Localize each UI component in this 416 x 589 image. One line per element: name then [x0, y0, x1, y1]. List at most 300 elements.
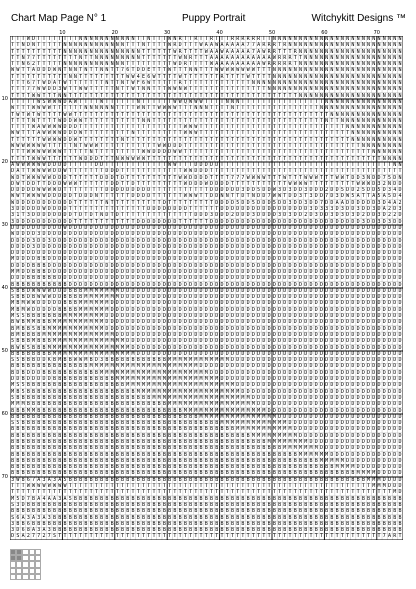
grid-cell: N — [361, 80, 365, 87]
grid-cell: D — [278, 250, 282, 257]
grid-cell: N — [288, 67, 292, 74]
grid-cell: D — [136, 243, 140, 250]
grid-cell: D — [210, 313, 214, 320]
grid-cell: N — [335, 98, 339, 105]
grid-cell: D — [304, 420, 308, 427]
grid-cell: D — [89, 275, 93, 282]
grid-cell: T — [110, 155, 114, 162]
grid-cell: D — [204, 306, 208, 313]
grid-cell: D — [340, 275, 344, 282]
grid-cell: F — [136, 80, 140, 87]
grid-cell: D — [47, 86, 51, 93]
grid-cell: D — [351, 206, 355, 213]
grid-cell: N — [220, 193, 224, 200]
grid-cell: D — [225, 325, 229, 332]
grid-cell: A — [356, 193, 360, 200]
grid-cell: B — [52, 394, 56, 401]
grid-cell: D — [340, 250, 344, 257]
grid-cell: T — [147, 180, 151, 187]
grid-cell: B — [79, 420, 83, 427]
grid-cell: N — [372, 92, 376, 99]
grid-cell: B — [42, 413, 46, 420]
grid-cell: B — [115, 357, 119, 364]
grid-cell: D — [367, 407, 371, 414]
grid-cell: D — [330, 281, 334, 288]
grid-cell: B — [194, 439, 198, 445]
grid-cell: B — [121, 432, 125, 439]
grid-cell: D — [272, 394, 276, 401]
grid-cell: T — [183, 117, 187, 124]
grid-cell: T — [147, 111, 151, 118]
grid-cell: T — [47, 73, 51, 80]
grid-cell: N — [131, 130, 135, 137]
grid-cell: N — [299, 61, 303, 68]
grid-cell: D — [199, 243, 203, 250]
grid-cell: M — [131, 350, 135, 357]
grid-cell: N — [382, 130, 386, 137]
grid-cell: T — [251, 73, 255, 80]
grid-cell: T — [178, 92, 182, 99]
grid-cell: D — [293, 376, 297, 383]
grid-cell: M — [194, 394, 198, 401]
grid-cell: B — [37, 344, 41, 351]
grid-cell: N — [314, 86, 318, 93]
grid-cell: D — [162, 319, 166, 326]
grid-cell: B — [121, 426, 125, 433]
grid-cell: D — [330, 363, 334, 370]
grid-cell: W — [26, 300, 30, 307]
grid-cell: N — [340, 73, 344, 80]
grid-cell: N — [314, 73, 318, 80]
grid-cell: D — [299, 262, 303, 269]
grid-cell: D — [367, 338, 371, 345]
grid-cell: M — [126, 376, 130, 383]
grid-cell: D — [372, 224, 376, 231]
page-label: Chart Map Page N° 1 — [11, 13, 107, 24]
grid-cell: A — [37, 124, 41, 131]
grid-cell: M — [94, 363, 98, 370]
grid-cell: N — [121, 80, 125, 87]
grid-cell: D — [147, 306, 151, 313]
grid-cell: T — [299, 98, 303, 105]
grid-cell: D — [293, 338, 297, 345]
grid-cell: 3 — [335, 193, 339, 200]
grid-cell: N — [372, 73, 376, 80]
grid-cell: D — [105, 187, 109, 194]
grid-cell: D — [393, 268, 397, 275]
grid-cell: M — [79, 319, 83, 326]
grid-cell: N — [398, 130, 402, 137]
grid-cell: D — [398, 439, 402, 445]
row-number: 10 — [1, 96, 8, 102]
grid-cell: B — [52, 439, 56, 445]
grid-cell: B — [37, 275, 41, 282]
grid-cell: T — [356, 161, 360, 168]
grid-cell: W — [147, 80, 151, 87]
grid-cell: T — [100, 117, 104, 124]
grid-cell: N — [361, 98, 365, 105]
grid-cell: T — [131, 212, 135, 219]
grid-cell: T — [68, 86, 72, 93]
grid-cell: D — [319, 243, 323, 250]
grid-cell: B — [26, 363, 30, 370]
grid-cell: B — [52, 363, 56, 370]
grid-cell: D — [58, 243, 62, 250]
grid-cell: T — [58, 61, 62, 68]
grid-cell: T — [246, 136, 250, 143]
grid-cell: B — [37, 331, 41, 338]
grid-cell: B — [42, 319, 46, 326]
grid-cell: D — [220, 212, 224, 219]
grid-cell: B — [257, 439, 261, 445]
grid-cell: T — [157, 161, 161, 168]
grid-cell: E — [147, 67, 151, 74]
grid-cell: D — [267, 313, 271, 320]
grid-cell: T — [293, 130, 297, 137]
grid-cell: B — [32, 432, 36, 439]
grid-cell: N — [361, 130, 365, 137]
grid-cell: D — [115, 212, 119, 219]
grid-cell: D — [199, 262, 203, 269]
grid-cell: D — [335, 426, 339, 433]
grid-cell: B — [110, 445, 114, 452]
grid-cell: T — [194, 136, 198, 143]
grid-cell: T — [246, 168, 250, 175]
grid-cell: B — [131, 413, 135, 420]
grid-cell: D — [272, 218, 276, 225]
grid-cell: T — [267, 136, 271, 143]
grid-cell: N — [105, 48, 109, 55]
grid-cell: M — [220, 401, 224, 408]
grid-cell: D — [110, 275, 114, 282]
grid-cell: W — [32, 161, 36, 168]
grid-cell: D — [11, 250, 15, 257]
grid-cell: W — [42, 86, 46, 93]
grid-cell: D — [157, 287, 161, 294]
grid-cell: D — [382, 331, 386, 338]
grid-cell: D — [215, 338, 219, 345]
grid-cell: D — [47, 256, 51, 263]
grid-cell: B — [110, 376, 114, 383]
grid-cell: T — [84, 98, 88, 105]
grid-cell: N — [278, 36, 282, 42]
grid-cell: B — [173, 432, 177, 439]
grid-cell: M — [230, 407, 234, 414]
grid-cell: T — [105, 218, 109, 225]
grid-cell: T — [278, 136, 282, 143]
grid-cell: T — [42, 180, 46, 187]
grid-cell: T — [126, 149, 130, 156]
grid-cell: 3 — [299, 193, 303, 200]
grid-cell: D — [382, 224, 386, 231]
grid-cell: T — [278, 48, 282, 55]
grid-cell: B — [199, 432, 203, 439]
grid-cell: M — [100, 300, 104, 307]
grid-cell: T — [11, 111, 15, 118]
grid-cell: B — [42, 420, 46, 427]
grid-cell: M — [157, 382, 161, 389]
grid-cell: D — [194, 262, 198, 269]
grid-cell: D — [382, 294, 386, 301]
grid-cell: N — [100, 42, 104, 49]
grid-cell: D — [251, 300, 255, 307]
grid-cell: D — [278, 256, 282, 263]
grid-cell: D — [168, 287, 172, 294]
grid-cell: D — [220, 325, 224, 332]
grid-cell: W — [79, 155, 83, 162]
grid-cell: W — [220, 48, 224, 55]
grid-cell: T — [210, 149, 214, 156]
grid-cell: T — [178, 67, 182, 74]
grid-cell: D — [335, 369, 339, 376]
grid-cell: M — [178, 382, 182, 389]
grid-cell: N — [183, 54, 187, 61]
grid-cell: N — [325, 117, 329, 124]
grid-cell: T — [189, 199, 193, 206]
grid-cell: D — [272, 325, 276, 332]
grid-cell: 3 — [356, 206, 360, 213]
grid-cell: B — [63, 363, 67, 370]
grid-cell: D — [372, 401, 376, 408]
grid-cell: B — [105, 439, 109, 445]
grid-cell: W — [136, 155, 140, 162]
grid-cell: T — [299, 54, 303, 61]
grid-cell: D — [262, 256, 266, 263]
grid-cell: M — [89, 350, 93, 357]
grid-cell: M — [100, 287, 104, 294]
grid-cell: T — [73, 36, 77, 42]
grid-cell: N — [319, 92, 323, 99]
grid-cell: A — [335, 199, 339, 206]
grid-cell: W — [42, 168, 46, 175]
grid-cell: D — [309, 369, 313, 376]
grid-cell: D — [225, 300, 229, 307]
grid-cell: D — [288, 363, 292, 370]
grid-cell: D — [335, 275, 339, 282]
grid-cell: D — [319, 338, 323, 345]
grid-cell: T — [94, 218, 98, 225]
grid-cell: D — [393, 231, 397, 238]
grid-cell: D — [157, 256, 161, 263]
grid-cell: D — [168, 224, 172, 231]
grid-cell: T — [267, 92, 271, 99]
grid-cell: W — [73, 98, 77, 105]
grid-cell: B — [26, 445, 30, 452]
grid-cell: B — [246, 439, 250, 445]
grid-cell: D — [89, 155, 93, 162]
grid-cell: D — [278, 363, 282, 370]
grid-cell: B — [115, 426, 119, 433]
grid-cell: T — [21, 124, 25, 131]
grid-cell: B — [52, 401, 56, 408]
grid-cell: D — [356, 426, 360, 433]
grid-cell: W — [32, 155, 36, 162]
grid-cell: N — [84, 36, 88, 42]
grid-cell: T — [79, 111, 83, 118]
grid-cell: M — [32, 319, 36, 326]
grid-cell: N — [398, 149, 402, 156]
grid-cell: D — [288, 420, 292, 427]
grid-cell: B — [152, 357, 156, 364]
grid-cell: T — [325, 174, 329, 181]
grid-cell: D — [204, 224, 208, 231]
grid-cell: D — [68, 281, 72, 288]
grid-cell: T — [115, 136, 119, 143]
grid-cell: T — [230, 143, 234, 150]
grid-cell: T — [299, 111, 303, 118]
grid-cell: T — [215, 98, 219, 105]
grid-cell: M — [58, 331, 62, 338]
grid-cell: T — [299, 105, 303, 112]
grid-cell: D — [335, 432, 339, 439]
grid-cell: D — [246, 275, 250, 282]
grid-cell: D — [246, 338, 250, 345]
grid-cell: B — [173, 445, 177, 452]
grid-cell: A — [230, 42, 234, 49]
grid-cell: T — [267, 36, 271, 42]
grid-cell: D — [210, 268, 214, 275]
grid-cell: D — [257, 300, 261, 307]
grid-cell: M — [220, 388, 224, 395]
grid-cell: B — [58, 394, 62, 401]
grid-cell: N — [136, 54, 140, 61]
grid-cell: T — [199, 111, 203, 118]
grid-cell: T — [84, 136, 88, 143]
grid-cell: D — [241, 224, 245, 231]
grid-cell: T — [115, 130, 119, 137]
grid-cell: B — [16, 394, 20, 401]
grid-cell: D — [136, 331, 140, 338]
grid-cell: 3 — [377, 199, 381, 206]
grid-cell: T — [288, 92, 292, 99]
grid-cell: N — [115, 86, 119, 93]
grid-cell: B — [26, 382, 30, 389]
grid-cell: B — [89, 445, 93, 452]
grid-cell: D — [251, 187, 255, 194]
grid-cell: B — [73, 376, 77, 383]
grid-cell: W — [304, 174, 308, 181]
grid-cell: D — [351, 224, 355, 231]
grid-cell: D — [372, 287, 376, 294]
grid-cell: D — [147, 331, 151, 338]
grid-cell: T — [89, 161, 93, 168]
grid-cell: D — [251, 363, 255, 370]
grid-cell: 7 — [246, 42, 250, 49]
grid-cell: T — [152, 199, 156, 206]
grid-cell: T — [319, 143, 323, 150]
grid-cell: N — [372, 42, 376, 49]
grid-cell: D — [147, 243, 151, 250]
grid-cell: T — [110, 143, 114, 150]
grid-cell: D — [157, 224, 161, 231]
grid-cell: B — [157, 407, 161, 414]
grid-cell: B — [42, 325, 46, 332]
grid-cell: D — [152, 218, 156, 225]
grid-cell: W — [52, 67, 56, 74]
grid-cell: D — [210, 338, 214, 345]
grid-cell: N — [346, 111, 350, 118]
grid-cell: D — [393, 256, 397, 263]
grid-cell: T — [314, 136, 318, 143]
grid-cell: M — [94, 300, 98, 307]
grid-cell: T — [100, 80, 104, 87]
grid-cell: N — [335, 111, 339, 118]
grid-cell: T — [11, 98, 15, 105]
grid-cell: M — [105, 338, 109, 345]
grid-cell: T — [100, 168, 104, 175]
grid-cell: D — [136, 218, 140, 225]
grid-cell: D — [220, 262, 224, 269]
grid-cell: D — [183, 300, 187, 307]
grid-cell: D — [319, 300, 323, 307]
grid-cell: B — [131, 388, 135, 395]
grid-cell: D — [367, 376, 371, 383]
grid-cell: D — [246, 388, 250, 395]
grid-cell: A — [32, 67, 36, 74]
grid-cell: D — [168, 237, 172, 244]
grid-cell: D — [267, 401, 271, 408]
grid-cell: B — [230, 432, 234, 439]
grid-cell: B — [194, 413, 198, 420]
grid-cell: M — [152, 388, 156, 395]
grid-cell: N — [73, 67, 77, 74]
grid-cell: T — [330, 174, 334, 181]
grid-cell: D — [299, 294, 303, 301]
grid-cell: D — [382, 388, 386, 395]
grid-cell: M — [11, 268, 15, 275]
grid-cell: T — [105, 161, 109, 168]
grid-cell: D — [105, 275, 109, 282]
grid-cell: N — [356, 80, 360, 87]
grid-cell: W — [42, 161, 46, 168]
grid-cell: W — [42, 155, 46, 162]
grid-cell: M — [189, 363, 193, 370]
grid-cell: D — [283, 224, 287, 231]
grid-cell: D — [63, 256, 67, 263]
grid-cell: T — [236, 73, 240, 80]
grid-cell: D — [382, 426, 386, 433]
grid-cell: N — [356, 130, 360, 137]
grid-cell: W — [183, 124, 187, 131]
grid-cell: D — [356, 357, 360, 364]
grid-cell: B — [84, 394, 88, 401]
grid-cell: W — [58, 124, 62, 131]
grid-cell: T — [251, 124, 255, 131]
grid-cell: M — [11, 256, 15, 263]
grid-cell: D — [251, 268, 255, 275]
grid-cell: D — [346, 243, 350, 250]
grid-cell: N — [79, 48, 83, 55]
grid-cell: B — [79, 413, 83, 420]
grid-cell: T — [346, 180, 350, 187]
grid-cell: D — [131, 313, 135, 320]
grid-cell: A — [236, 54, 240, 61]
grid-cell: N — [278, 73, 282, 80]
grid-cell: T — [335, 155, 339, 162]
grid-cell: D — [367, 250, 371, 257]
grid-cell: T — [173, 168, 177, 175]
grid-cell: D — [168, 313, 172, 320]
grid-cell: N — [293, 73, 297, 80]
grid-cell: D — [210, 331, 214, 338]
grid-cell: T — [141, 212, 145, 219]
grid-cell: D — [262, 187, 266, 194]
grid-cell: D — [335, 237, 339, 244]
grid-cell: N — [63, 42, 67, 49]
grid-cell: R — [210, 36, 214, 42]
grid-cell: N — [21, 54, 25, 61]
grid-cell: N — [115, 42, 119, 49]
